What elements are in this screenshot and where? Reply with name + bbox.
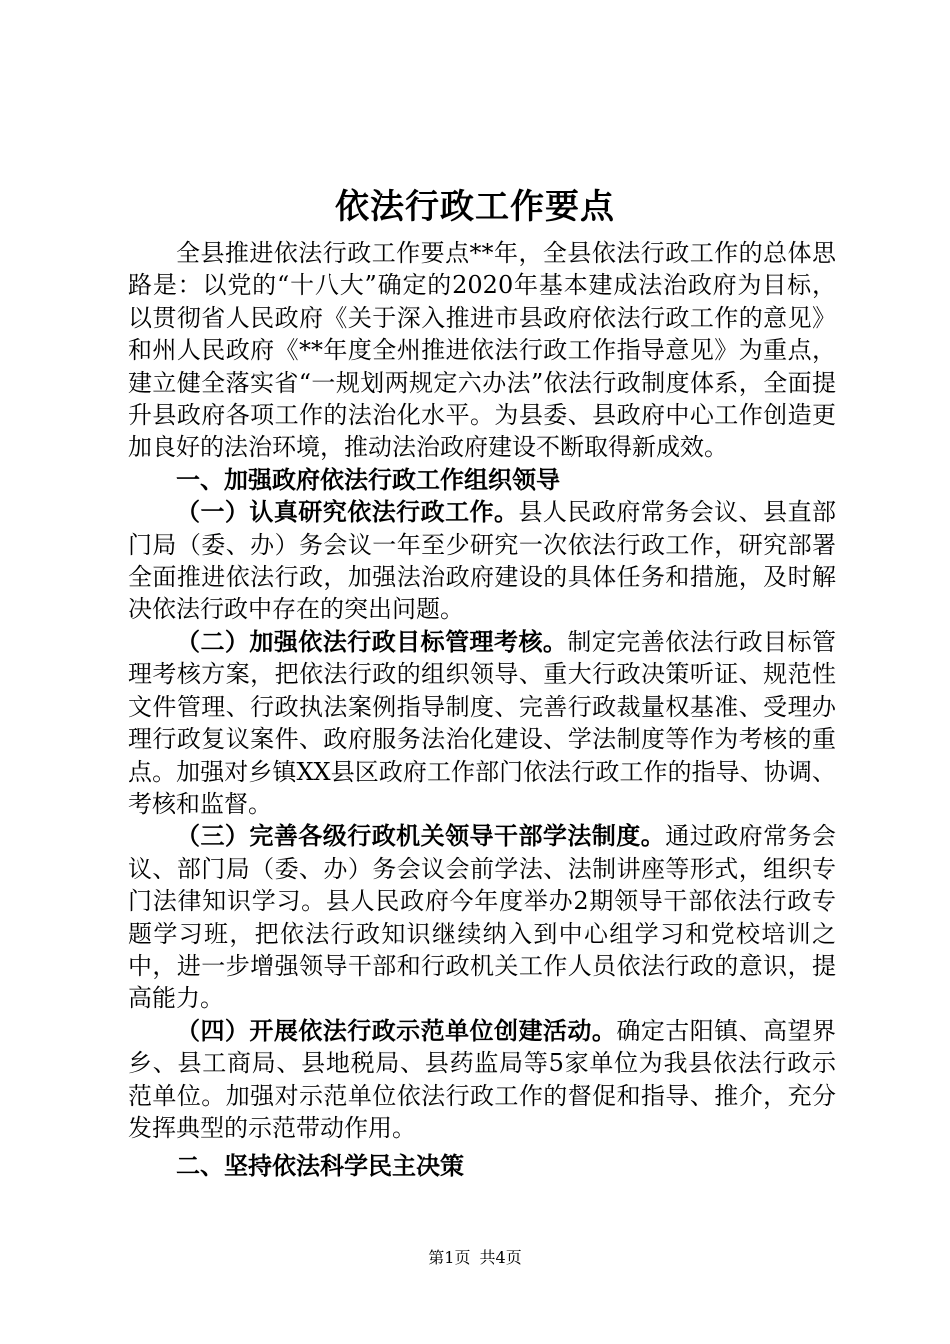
section-heading-2: 二、坚持依法科学民主决策 bbox=[176, 1152, 464, 1181]
subsection-3 bbox=[128, 820, 836, 1014]
intro-paragraph bbox=[128, 237, 836, 464]
document-body bbox=[128, 237, 836, 1183]
subsection-lead: （一）认真研究依法行政工作。 bbox=[176, 498, 519, 527]
subsection-2 bbox=[128, 626, 836, 820]
page-total: 共4页 bbox=[479, 1248, 522, 1267]
paragraph-text: 全县推进依法行政工作要点**年，全县依法行政工作的总体思路是：以党的“十八大”确定的2020年基本建成法治政府为目标，以贯彻省人民政府《关于深入推进市县政府依法行政工作的意见》和州人民政府《**年度全州推进依法行政工作指导意见》为重点，建立健全落实省“一规划两规定六办法”依法行政制度体系，全面提升县政府各项工作的法治化水平。为县委、县政府中心工作创造更加良好的法治环境，推动法治政府建设不断取得新成效。 bbox=[128, 239, 836, 462]
subsection-lead: （三）完善各级行政机关领导干部学法制度。 bbox=[176, 822, 666, 851]
paragraph-text: 县人民政府常务会议、县直部门局（委、办）务会议一年至少研究一次依法行政工作，研究部署全面推进依法行政，加强法治政府建设的具体任务和措施，及时解决依法行政中存在的突出问题。 bbox=[128, 498, 837, 624]
paragraph-text: 通过政府常务会议、部门局（委、办）务会议会前学法、法制讲座等形式，组织专门法律知识学习。县人民政府今年度举办2期领导干部依法行政专题学习班，把依法行政知识继续纳入到中心组学习和党校培训之中，进一步增强领导干部和行政机关工作人员依法行政的意识，提高能力。 bbox=[128, 822, 837, 1013]
document-title: 依法行政工作要点 bbox=[335, 187, 615, 227]
subsection-lead: （二）加强依法行政目标管理考核。 bbox=[176, 627, 568, 656]
page-footer bbox=[0, 1247, 950, 1269]
section-heading-1: 一、加强政府依法行政工作组织领导 bbox=[176, 465, 560, 494]
subsection-lead: （四）开展依法行政示范单位创建活动。 bbox=[176, 1016, 617, 1045]
paragraph-text: 制定完善依法行政目标管理考核方案，把依法行政的组织领导、重大行政决策听证、规范性文件管理、行政执法案例指导制度、完善行政裁量权基准、受理办理行政复议案件、政府服务法治化建设、学法制度等作为考核的重点。加强对乡镇XX县区政府工作部门依法行政工作的指导、协调、考核和监督。 bbox=[128, 627, 837, 818]
subsection-4 bbox=[128, 1015, 836, 1145]
paragraph-text: 确定古阳镇、高望界乡、县工商局、县地税局、县药监局等5家单位为我县依法行政示范单位。加强对示范单位依法行政工作的督促和指导、推介，充分发挥典型的示范带动作用。 bbox=[128, 1016, 837, 1142]
page-number: 第1页 bbox=[428, 1248, 471, 1267]
subsection-1 bbox=[128, 496, 836, 626]
